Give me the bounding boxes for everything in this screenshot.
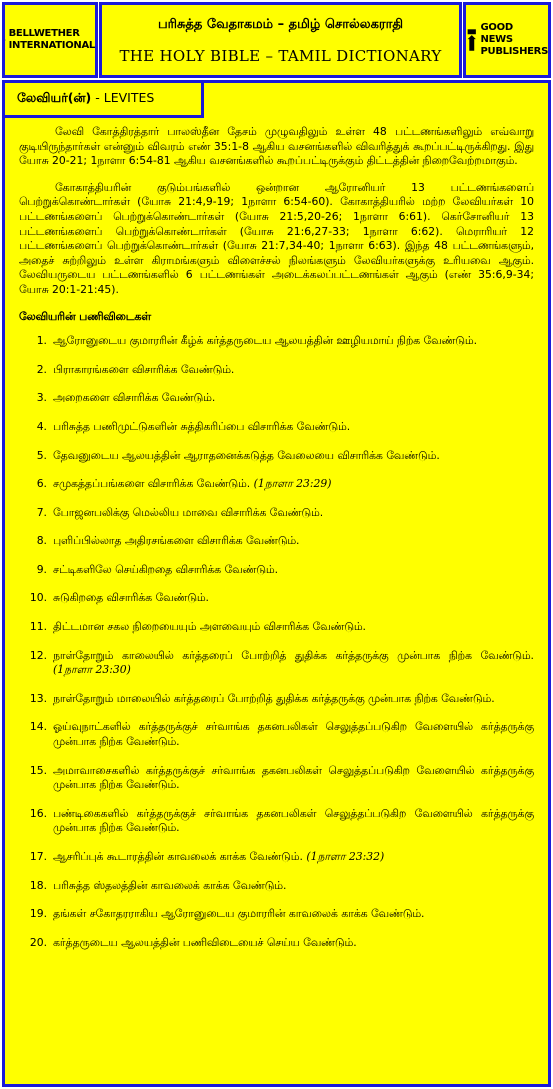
duty-text: புளிப்பில்லாத அதிரசங்களை விசாரிக்க வேண்டும். <box>53 534 300 548</box>
duty-text-wrap <box>53 936 534 951</box>
duty-item <box>19 764 534 793</box>
duty-item <box>19 449 534 464</box>
duty-number: 16. <box>29 806 47 820</box>
duty-text: பண்டிகைகளில் கர்த்தருக்குச் சர்வாங்க தகனபலிகள் செலுத்தப்படுகிற வேளையில் கர்த்தருக்கு முன்பாக நிற்க வேண்டும். <box>53 806 534 835</box>
duty-text: ஆரோனுடைய குமாரரின் கீழ்க் கர்த்தருடைய ஆலயத்தின் ஊழியமாய் நிற்க வேண்டும். <box>53 334 477 348</box>
duty-text-wrap <box>53 420 534 435</box>
duty-text: ஓய்வுநாட்களில் கர்த்தருக்குச் சர்வாங்க தகனபலிகள் செலுத்தப்படுகிற வேளையில் கர்த்தருக்கு முன்பாக நிற்க வேண்டும். <box>53 720 534 749</box>
duty-item <box>19 649 534 678</box>
good-news-logo <box>466 5 548 75</box>
duty-text-wrap <box>53 649 534 678</box>
duty-item <box>19 363 534 378</box>
intro-paragraph: லேவி கோத்திரத்தார் பாலஸ்தீன தேசம் முழுவதிலும் உள்ள 48 பட்டணங்களிலும் எவ்வாறு குடியிருந்தார்கள் என்னும் விவரம் எண் 35:1-8 ஆகிய வசனங்களில் விவரித்துக் கூறப்பட்டிருக்கிறது. இது யோசு 20-21; 1நாளா 6:54-81 ஆகிய வசனங்களில் கூறப்பட்டிருக்கும் திட்டத்தின் நிறைவேற்றமாகும். <box>19 125 534 168</box>
duty-text: போஜனபலிக்கு மெல்லிய மாவை விசாரிக்க வேண்டும். <box>53 505 324 519</box>
duty-item <box>19 850 534 865</box>
duties-list <box>19 334 534 950</box>
duty-text-wrap <box>53 692 534 707</box>
right-logo-line1: GOOD NEWS <box>480 22 513 45</box>
duty-item <box>19 620 534 635</box>
duty-number: 10. <box>29 591 47 605</box>
duty-item <box>19 334 534 349</box>
duty-number: 3. <box>36 391 47 405</box>
duty-number: 19. <box>29 907 47 921</box>
duty-text-wrap <box>53 334 534 349</box>
duty-text-wrap <box>53 534 534 549</box>
duty-text-wrap <box>53 620 534 635</box>
duty-number: 8. <box>36 534 47 548</box>
header-title-tamil: பரிசுத்த வேதாகமம் – தமிழ் சொல்லகராதி <box>157 17 404 32</box>
duty-text-wrap <box>53 506 534 521</box>
duty-text-wrap <box>53 720 534 749</box>
duty-text: பரிசுத்த ஸ்தலத்தின் காவலைக் காக்க வேண்டும். <box>53 878 287 892</box>
duty-number: 13. <box>29 691 47 705</box>
duty-number: 2. <box>36 362 47 376</box>
duty-text-wrap <box>53 764 534 793</box>
left-logo-line1: BELLWETHER <box>8 28 80 39</box>
duty-text: அமாவாசைகளில் கர்த்தருக்குச் சர்வாங்க தகனபலிகள் செலுத்தப்படுகிற வேளையில் கர்த்தருக்கு முன்பாக நிற்க வேண்டும். <box>53 763 534 792</box>
book-figure-icon <box>466 25 478 55</box>
duty-text: சட்டிகளிலே செய்கிறதை விசாரிக்க வேண்டும். <box>53 562 278 576</box>
duty-text-wrap <box>53 391 534 406</box>
bellwether-logo <box>5 5 95 75</box>
header-title-english: THE HOLY BIBLE – TAMIL DICTIONARY <box>119 47 442 65</box>
duty-text-wrap <box>53 591 534 606</box>
duty-number: 11. <box>29 620 47 634</box>
duty-number: 5. <box>36 448 47 462</box>
duty-text: நாள்தோறும் மாலையில் கர்த்தரைப் போற்றித் துதிக்க கர்த்தருக்கு முன்பாக நிற்க வேண்டும். <box>53 691 495 705</box>
duty-text: சமுகத்தப்பங்களை விசாரிக்க வேண்டும். <box>53 477 251 491</box>
duty-item <box>19 907 534 922</box>
page-title-sep: - <box>91 90 104 105</box>
duties-heading: லேவியரின் பணிவிடைகள் <box>19 309 152 323</box>
main-content-box <box>2 80 551 1087</box>
duty-text: தங்கள் சகோதரராகிய ஆரோனுடைய குமாரரின் காவலைக் காக்க வேண்டும். <box>53 907 425 921</box>
duty-text: நாள்தோறும் காலையில் கர்த்தரைப் போற்றித் துதிக்க கர்த்தருக்கு முன்பாக நிற்க வேண்டும். <box>53 648 534 662</box>
duty-text-wrap <box>53 879 534 894</box>
duty-number: 7. <box>36 505 47 519</box>
duty-text-wrap <box>53 907 534 922</box>
duty-item <box>19 391 534 406</box>
duty-text-wrap <box>53 363 534 378</box>
duty-item <box>19 591 534 606</box>
duty-item <box>19 692 534 707</box>
duty-number: 20. <box>29 935 47 949</box>
duty-text: தேவனுடைய ஆலயத்தின் ஆராதனைக்கடுத்த வேலையை விசாரிக்க வேண்டும். <box>53 448 440 462</box>
duty-item <box>19 936 534 951</box>
duty-item <box>19 879 534 894</box>
duty-number: 6. <box>36 477 47 491</box>
duty-number: 9. <box>36 562 47 576</box>
page-title-english: LEVITES <box>103 90 155 105</box>
duty-text: பரிசுத்த பணிமுட்டுகளின் சுத்திகரிப்பை விசாரிக்க வேண்டும். <box>53 419 351 433</box>
duty-number: 1. <box>36 334 47 348</box>
duty-text-wrap <box>53 563 534 578</box>
duty-item <box>19 534 534 549</box>
duty-text: கர்த்தருடைய ஆலயத்தின் பணிவிடையைச் செய்ய வேண்டும். <box>53 935 357 949</box>
duty-text: பிராகாரங்களை விசாரிக்க வேண்டும். <box>53 362 235 376</box>
duty-reference: (1நாளா 23:30) <box>53 663 131 677</box>
duty-item <box>19 506 534 521</box>
duty-item <box>19 477 534 492</box>
page-title-box <box>2 80 204 118</box>
duty-text-wrap <box>53 477 534 492</box>
duty-text-wrap <box>53 449 534 464</box>
duty-number: 17. <box>29 850 47 863</box>
duty-item <box>19 720 534 749</box>
duty-item <box>19 807 534 836</box>
duty-number: 12. <box>29 648 47 662</box>
duty-reference: (1நாளா 23:32) <box>306 850 385 863</box>
bellwether-logo-box <box>2 2 98 78</box>
duty-text: சுடுகிறதை விசாரிக்க வேண்டும். <box>53 591 209 605</box>
duty-text: ஆசரிப்புக் கூடாரத்தின் காவலைக் காக்க வேண்டும். <box>53 850 303 863</box>
duty-number: 18. <box>29 878 47 892</box>
page-title <box>17 90 154 107</box>
duty-text-wrap <box>53 850 534 865</box>
duty-number: 14. <box>29 720 47 734</box>
duty-number: 4. <box>36 419 47 433</box>
duty-item <box>19 420 534 435</box>
duty-text: திட்டமான சகல நிறையையும் அளவையும் விசாரிக்க வேண்டும். <box>53 620 366 634</box>
good-news-logo-box <box>463 2 551 78</box>
left-logo-line2: INTERNATIONAL <box>8 40 95 51</box>
figure-icon <box>5 25 6 55</box>
duty-text-wrap <box>53 807 534 836</box>
duty-text: அறைகளை விசாரிக்க வேண்டும். <box>53 391 216 405</box>
header-title-box <box>99 2 462 78</box>
page-title-tamil: லேவியர்(ன்) <box>17 90 92 105</box>
duty-number: 15. <box>29 763 47 777</box>
article-body <box>19 125 534 964</box>
right-logo-line2: PUBLISHERS <box>480 46 548 57</box>
cities-paragraph: கோகாத்தியரின் குடும்பங்களில் ஒன்றான ஆரோனியர் 13 பட்டணங்களைப் பெற்றுக்கொண்டார்கள் (யோசு 21:4,9-19; 1நாளா 6:54-60). கோகாத்தியரில் மற்ற லேவியர்கள் 10 பட்டணங்களைப் பெற்றுக்கொண்டார்கள் (யோசு 21:5,20-26; 1நாளா 6:61). கெர்சோனியர் 13 பட்டணங்களைப் பெற்றுக்கொண்டார்கள் (யோசு 21:6,27-33; 1நாளா 6:62). மெராரியர் 12 பட்டணங்களைப் பெற்றுக்கொண்டார்கள் (யோசு 21:7,34-40; 1நாளா 6:63). இந்த 48 பட்டணங்களும், அதைச் சுற்றிலும் உள்ள கிராமங்களும் விளைச்சல் நிலங்களும் லேவியர்களுக்கு உரியவை ஆகும். லேவியருடைய பட்டணங்களில் 6 பட்டணங்கள் அடைக்கலப்பட்டணங்கள் ஆகும் (எண் 35:6,9-34; யோசு 20:1-21:45). <box>19 180 534 296</box>
duty-reference: (1நாளா 23:29) <box>253 477 332 491</box>
duty-item <box>19 563 534 578</box>
